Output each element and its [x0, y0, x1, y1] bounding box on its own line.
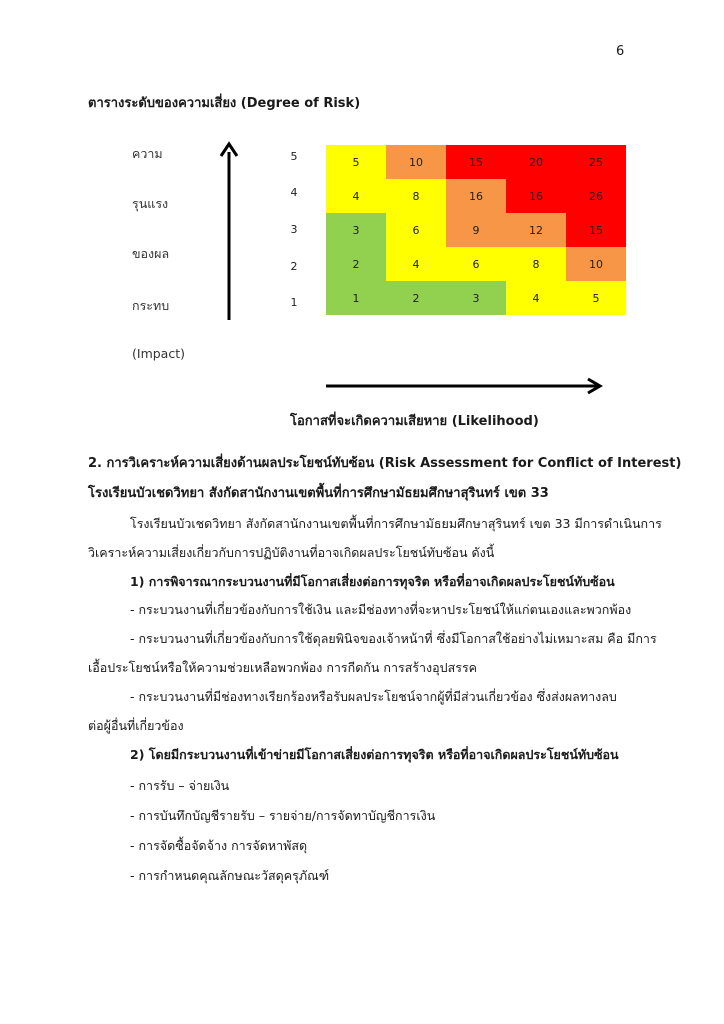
point1-item-1: - กระบวนงานที่เกี่ยวข้องกับการใช้เงิน และมีช่องทางที่จะหาประโยชน์ให้แก่ตนเองและพวกพ้อง — [130, 602, 632, 617]
section2-title: 2. การวิเคราะห์ความเสี่ยงด้านผลประโยชน์ทับซ้อน (Risk Assessment for Conflict of Interest) — [88, 456, 682, 471]
risk-cell: 8 — [386, 179, 446, 213]
risk-cell: 15 — [446, 145, 506, 179]
impact-label-line-5: (Impact) — [132, 346, 185, 361]
section2-subtitle: โรงเรียนบัวเชดวิทยา สังกัดสานักงานเขตพื้นที่การศึกษามัธยมศึกษาสุรินทร์ เขต 33 — [88, 486, 549, 501]
likelihood-label: โอกาสที่จะเกิดความเสียหาย (Likelihood) — [290, 414, 539, 429]
risk-cell: 12 — [506, 213, 566, 247]
risk-cell: 26 — [566, 179, 626, 213]
point2-item: - การจัดซื้อจัดจ้าง การจัดหาพัสดุ — [130, 838, 308, 853]
risk-cell: 10 — [566, 247, 626, 281]
impact-label-line-4: กระทบ — [132, 298, 170, 313]
point1-item-2-line-1: - กระบวนงานที่เกี่ยวข้องกับการใช้ดุลยพินิจของเจ้าหน้าที่ ซึ่งมีโอกาสใช้อย่างไม่เหมาะสม คือ มีการ — [130, 631, 657, 646]
risk-cell: 4 — [326, 179, 386, 213]
risk-cell: 3 — [446, 281, 506, 315]
row-label-5: 5 — [290, 150, 298, 163]
point2-item: - การบันทึกบัญชีรายรับ – รายจ่าย/การจัดทาบัญชีการเงิน — [130, 808, 436, 823]
risk-cell: 8 — [506, 247, 566, 281]
row-label-4: 4 — [290, 186, 298, 199]
row-label-3: 3 — [290, 223, 298, 236]
point1-item-2-line-2: เอื้อประโยชน์หรือให้ความช่วยเหลือพวกพ้อง การกีดกัน การสร้างอุปสรรค — [88, 660, 478, 675]
row-label-2: 2 — [290, 260, 298, 273]
impact-label-line-2: รุนแรง — [132, 196, 169, 211]
risk-cell: 25 — [566, 145, 626, 179]
page-number: 6 — [616, 44, 625, 59]
risk-cell: 2 — [326, 247, 386, 281]
risk-cell: 5 — [326, 145, 386, 179]
risk-cell: 4 — [386, 247, 446, 281]
risk-cell: 2 — [386, 281, 446, 315]
impact-label-line-3: ของผล — [132, 246, 170, 261]
risk-cell: 1 — [326, 281, 386, 315]
risk-cell: 15 — [566, 213, 626, 247]
impact-axis-arrow — [218, 138, 242, 324]
row-label-1: 1 — [290, 296, 298, 309]
risk-table-title: ตารางระดับของความเสี่ยง (Degree of Risk) — [88, 96, 361, 111]
risk-cell: 4 — [506, 281, 566, 315]
intro-line-1: โรงเรียนบัวเชดวิทยา สังกัดสานักงานเขตพื้นที่การศึกษามัธยมศึกษาสุรินทร์ เขต 33 มีการดำเนินการ — [130, 516, 662, 531]
risk-cell: 10 — [386, 145, 446, 179]
risk-cell: 20 — [506, 145, 566, 179]
point1-item-3-line-2: ต่อผู้อื่นที่เกี่ยวข้อง — [88, 718, 184, 733]
risk-cell: 6 — [386, 213, 446, 247]
risk-cell: 3 — [326, 213, 386, 247]
point2-title: 2) โดยมีกระบวนงานที่เข้าข่ายมีโอกาสเสี่ยงต่อการทุจริต หรือที่อาจเกิดผลประโยชน์ทับซ้อน — [130, 747, 619, 762]
impact-label-line-1: ความ — [132, 146, 163, 161]
risk-cell: 9 — [446, 213, 506, 247]
risk-cell: 16 — [506, 179, 566, 213]
intro-line-2: วิเคราะห์ความเสี่ยงเกี่ยวกับการปฏิบัติงานที่อาจเกิดผลประโยชน์ทับซ้อน ดังนี้ — [88, 545, 495, 560]
risk-matrix — [326, 145, 626, 315]
point2-item: - การรับ – จ่ายเงิน — [130, 778, 230, 793]
point1-item-3-line-1: - กระบวนงานที่มีช่องทางเรียกร้องหรือรับผลประโยชน์จากผู้ที่มีส่วนเกี่ยวข้อง ซึ่งส่งผลทางลบ — [130, 689, 617, 704]
risk-cell: 5 — [566, 281, 626, 315]
risk-cell: 16 — [446, 179, 506, 213]
likelihood-axis-arrow — [326, 376, 606, 396]
risk-cell: 6 — [446, 247, 506, 281]
point1-title: 1) การพิจารณากระบวนงานที่มีโอกาสเสี่ยงต่อการทุจริต หรือที่อาจเกิดผลประโยชน์ทับซ้อน — [130, 574, 615, 589]
point2-item: - การกำหนดคุณลักษณะวัสดุครุภัณฑ์ — [130, 868, 330, 883]
